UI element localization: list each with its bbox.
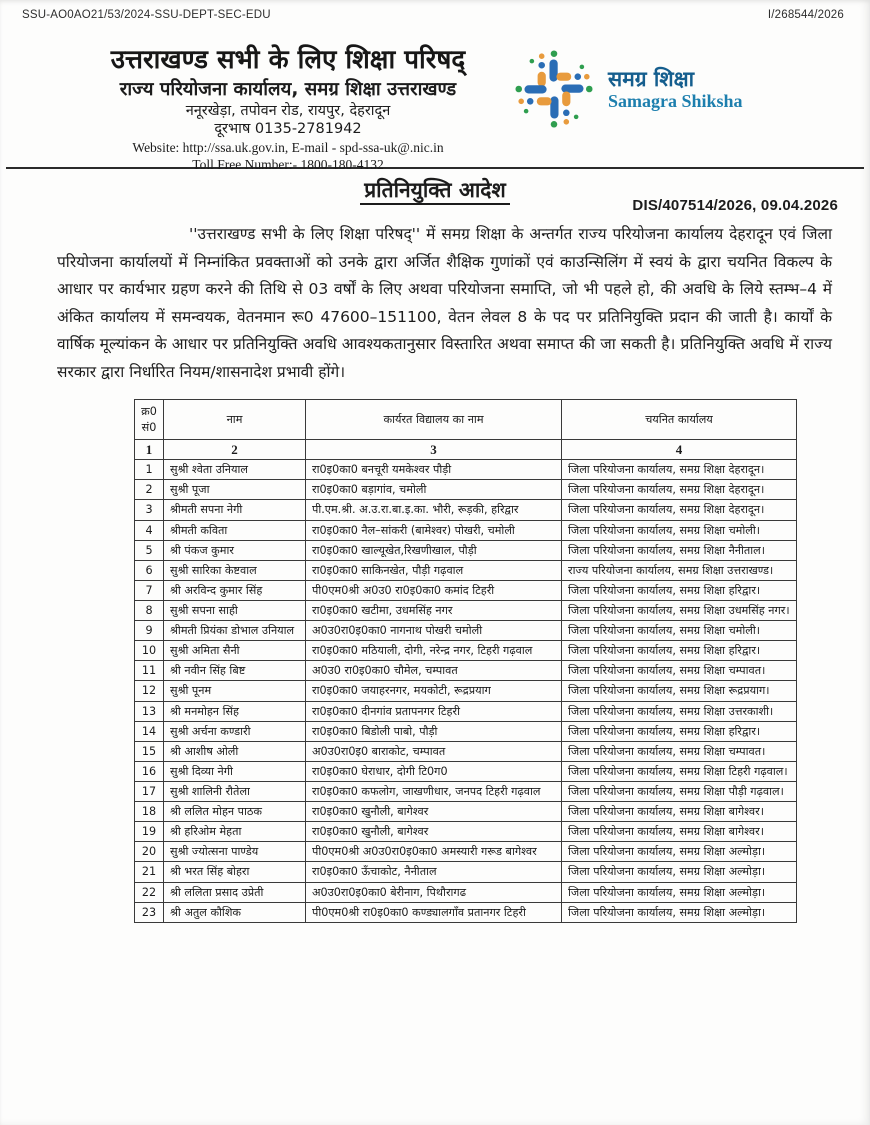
cell-name: श्री अरविन्द कुमार सिंह	[164, 580, 306, 600]
cell-office: जिला परियोजना कार्यालय, समग्र शिक्षा अल्मोड़ा।	[562, 882, 797, 902]
cell-serial: 21	[135, 862, 164, 882]
cell-school: रा0इ0का0 ऊँचाकोट, नैनीताल	[306, 862, 562, 882]
cell-serial: 22	[135, 882, 164, 902]
cell-serial: 11	[135, 661, 164, 681]
table-row	[135, 621, 797, 641]
table-row	[135, 741, 797, 761]
table-row	[135, 560, 797, 580]
cell-office: जिला परियोजना कार्यालय, समग्र शिक्षा अल्मोड़ा।	[562, 842, 797, 862]
cell-office: जिला परियोजना कार्यालय, समग्र शिक्षा अल्मोड़ा।	[562, 862, 797, 882]
cell-serial: 7	[135, 580, 164, 600]
cell-name: सुश्री ज्योत्सना पाण्डेय	[164, 842, 306, 862]
header-school: कार्यरत विद्यालय का नाम	[306, 400, 562, 439]
cell-office: जिला परियोजना कार्यालय, समग्र शिक्षा बागेश्वर।	[562, 822, 797, 842]
cell-name: श्री अतुल कौशिक	[164, 902, 306, 922]
cell-serial: 6	[135, 560, 164, 580]
cell-serial: 12	[135, 681, 164, 701]
cell-school: पी0एम0श्री रा0इ0का0 कण्ड्यालगाँव प्रतानगर टिहरी	[306, 902, 562, 922]
cell-serial: 10	[135, 641, 164, 661]
tollfree-line: Toll Free Number:- 1800-180-4132	[192, 157, 384, 173]
page-title: प्रतिनियुक्ति आदेश	[0, 176, 870, 204]
cell-serial: 18	[135, 802, 164, 822]
table-row	[135, 681, 797, 701]
website-email-line: Website: http://ssa.uk.gov.in, E-mail - spd-ssa-uk@.nic.in	[132, 139, 444, 155]
cell-office: जिला परियोजना कार्यालय, समग्र शिक्षा चमोली।	[562, 621, 797, 641]
cell-serial: 14	[135, 721, 164, 741]
cell-school: अ0उ0रा0इ0का0 नागनाथ पोखरी चमोली	[306, 621, 562, 641]
table-row	[135, 781, 797, 801]
table-row	[135, 701, 797, 721]
cell-office: जिला परियोजना कार्यालय, समग्र शिक्षा हरिद्वार।	[562, 580, 797, 600]
table-row	[135, 520, 797, 540]
cell-office: जिला परियोजना कार्यालय, समग्र शिक्षा देहरादून।	[562, 500, 797, 520]
cell-office: जिला परियोजना कार्यालय, समग्र शिक्षा चम्पावत।	[562, 661, 797, 681]
table-header-row	[135, 400, 797, 439]
deputation-table	[134, 399, 797, 922]
organization-name: उत्तराखण्ड सभी के लिए शिक्षा परिषद्	[110, 45, 466, 75]
samagra-shiksha-logo-icon	[513, 47, 595, 131]
table-row	[135, 460, 797, 480]
table-row	[135, 601, 797, 621]
cell-name: सुश्री पूनम	[164, 681, 306, 701]
header-serial: क्र0 सं0	[135, 400, 164, 439]
cell-school: पी0एम0श्री अ0उ0 रा0इ0का0 कमांद टिहरी	[306, 580, 562, 600]
phone-line: दूरभाष 0135-2781942	[214, 120, 362, 137]
column-number-3: 3	[306, 439, 562, 460]
cell-school: रा0इ0का0 मठियाली, दोगी, नरेन्द्र नगर, टिहरी गढ़वाल	[306, 641, 562, 661]
cell-serial: 9	[135, 621, 164, 641]
table-row	[135, 902, 797, 922]
cell-school: अ0उ0रा0इ0का0 बेरीनाग, पिथौरागढ	[306, 882, 562, 902]
cell-name: श्री नवीन सिंह बिष्ट	[164, 661, 306, 681]
cell-name: श्री मनमोहन सिंह	[164, 701, 306, 721]
cell-school: रा0इ0का0 कफलोग, जाखणीधार, जनपद टिहरी गढ़वाल	[306, 781, 562, 801]
cell-name: श्रीमती सपना नेगी	[164, 500, 306, 520]
cell-office: जिला परियोजना कार्यालय, समग्र शिक्षा नैनीताल।	[562, 540, 797, 560]
cell-school: रा0इ0का0 बिडोली पाबो, पौड़ी	[306, 721, 562, 741]
cell-school: रा0इ0का0 खुनौली, बागेश्वर	[306, 822, 562, 842]
order-body-paragraph: ''उत्तराखण्ड सभी के लिए शिक्षा परिषद्'' में समग्र शिक्षा के अन्तर्गत राज्य परियोजना कार्यालय देहरादून एवं जिला परियोजना कार्यालयों में निम्नांकित प्रवक्ताओं को उनके द्वारा अर्जित शैक्षिक गुणांकों एवं काउन्सिलिंग में स्वयं के द्वारा चयनित विकल्प के आधार पर कार्यभार ग्रहण करने की तिथि से 03 वर्षों के लिए अथवा परियोजना समाप्ति, जो भी पहले हो, की अवधि के लिये स्तम्भ–4 में अंकित कार्यालय में समन्वयक, वेतनमान रू0 47600–151100, वेतन लेवल 8 के पद पर प्रतिनियुक्ति प्रदान की जाती है। कार्यों के वार्षिक मूल्यांकन के आधार पर प्रतिनियुक्ति अवधि आवश्यकतानुसार विस्तारित अथवा समाप्त की जा सकती है। प्रतिनियुक्ति अवधि में राज्य सरकार द्वारा निर्धारित नियम/शासनादेश प्रभावी होंगे।	[57, 225, 832, 381]
column-number-1: 1	[135, 439, 164, 460]
cell-office: जिला परियोजना कार्यालय, समग्र शिक्षा उत्तरकाशी।	[562, 701, 797, 721]
letterhead-text	[28, 45, 548, 174]
office-name: राज्य परियोजना कार्यालय, समग्र शिक्षा उत्तराखण्ड	[119, 78, 457, 100]
cell-school: रा0इ0का0 खाल्यूखेत,रिखणीखाल, पौड़ी	[306, 540, 562, 560]
cell-serial: 13	[135, 701, 164, 721]
table-row	[135, 882, 797, 902]
column-number-row	[135, 439, 797, 460]
cell-name: सुश्री अर्चना कण्डारी	[164, 721, 306, 741]
cell-serial: 23	[135, 902, 164, 922]
cell-name: श्री ललित मोहन पाठक	[164, 802, 306, 822]
logo-wordmark	[608, 67, 743, 112]
file-number-left: SSU-AO0AO21/53/2024-SSU-DEPT-SEC-EDU	[22, 9, 271, 21]
table-row	[135, 802, 797, 822]
cell-serial: 20	[135, 842, 164, 862]
cell-office: जिला परियोजना कार्यालय, समग्र शिक्षा टिहरी गढ़वाल।	[562, 761, 797, 781]
cell-name: श्री पंकज कुमार	[164, 540, 306, 560]
table-row	[135, 761, 797, 781]
cell-office: जिला परियोजना कार्यालय, समग्र शिक्षा पौड़ी गढ़वाल।	[562, 781, 797, 801]
cell-name: श्री ललिता प्रसाद उप्रेती	[164, 882, 306, 902]
cell-school: रा0इ0का0 साकिनखेत, पौड़ी गढ़वाल	[306, 560, 562, 580]
table-row	[135, 862, 797, 882]
cell-school: रा0इ0का0 जयाहरनगर, मयकोटी, रूद्रप्रयाग	[306, 681, 562, 701]
cell-name: श्री भरत सिंह बोहरा	[164, 862, 306, 882]
samagra-shiksha-logo	[513, 47, 743, 131]
table-row	[135, 480, 797, 500]
column-number-4: 4	[562, 439, 797, 460]
cell-serial: 8	[135, 601, 164, 621]
file-reference-row	[0, 0, 870, 21]
cell-school: रा0इ0का0 बड़ागांव, चमोली	[306, 480, 562, 500]
cell-name: श्री हरिओम मेहता	[164, 822, 306, 842]
cell-serial: 4	[135, 520, 164, 540]
table-row	[135, 641, 797, 661]
cell-school: पी.एम.श्री. अ.उ.रा.बा.इ.का. भौरी, रूड़की, हरिद्वार	[306, 500, 562, 520]
header-name: नाम	[164, 400, 306, 439]
cell-office: जिला परियोजना कार्यालय, समग्र शिक्षा अल्मोड़ा।	[562, 902, 797, 922]
cell-serial: 16	[135, 761, 164, 781]
order-number-date: DIS/407514/2026, 09.04.2026	[632, 197, 838, 214]
table-row	[135, 540, 797, 560]
cell-serial: 15	[135, 741, 164, 761]
column-number-2: 2	[164, 439, 306, 460]
cell-serial: 1	[135, 460, 164, 480]
cell-office: जिला परियोजना कार्यालय, समग्र शिक्षा बागेश्वर।	[562, 802, 797, 822]
cell-serial: 17	[135, 781, 164, 801]
cell-school: रा0इ0का0 बनचूरी यमकेश्वर पौड़ी	[306, 460, 562, 480]
cell-serial: 2	[135, 480, 164, 500]
cell-office: जिला परियोजना कार्यालय, समग्र शिक्षा रूद्रप्रयाग।	[562, 681, 797, 701]
cell-name: सुश्री पूजा	[164, 480, 306, 500]
cell-name: सुश्री सपना साही	[164, 601, 306, 621]
cell-office: राज्य परियोजना कार्यालय, समग्र शिक्षा उत्तराखण्ड।	[562, 560, 797, 580]
cell-office: जिला परियोजना कार्यालय, समग्र शिक्षा चमोली।	[562, 520, 797, 540]
table-row	[135, 580, 797, 600]
title-row	[0, 173, 870, 219]
cell-office: जिला परियोजना कार्यालय, समग्र शिक्षा चम्पावत।	[562, 741, 797, 761]
cell-name: श्रीमती कविता	[164, 520, 306, 540]
table-row	[135, 842, 797, 862]
cell-name: श्री आशीष ओली	[164, 741, 306, 761]
cell-office: जिला परियोजना कार्यालय, समग्र शिक्षा उधमसिंह नगर।	[562, 601, 797, 621]
logo-text-english: Samagra Shiksha	[608, 90, 743, 111]
table-row	[135, 661, 797, 681]
cell-school: पी0एम0श्री अ0उ0रा0इ0का0 अमस्यारी गरूड बागेश्वर	[306, 842, 562, 862]
address-line: ननूरखेड़ा, तपोवन रोड, रायपुर, देहरादून	[185, 103, 391, 120]
cell-serial: 19	[135, 822, 164, 842]
table-row	[135, 822, 797, 842]
cell-name: सुश्री दिव्या नेगी	[164, 761, 306, 781]
cell-school: रा0इ0का0 खुनौली, बागेश्वर	[306, 802, 562, 822]
deputation-table-body	[135, 460, 797, 923]
cell-name: सुश्री श्वेता उनियाल	[164, 460, 306, 480]
cell-school: रा0इ0का0 नैल–सांकरी (बामेश्वर) पोखरी, चमोली	[306, 520, 562, 540]
cell-office: जिला परियोजना कार्यालय, समग्र शिक्षा देहरादून।	[562, 460, 797, 480]
cell-name: सुश्री अमिता सैनी	[164, 641, 306, 661]
cell-name: सुश्री शालिनी रौतेला	[164, 781, 306, 801]
table-row	[135, 500, 797, 520]
cell-office: जिला परियोजना कार्यालय, समग्र शिक्षा देहरादून।	[562, 480, 797, 500]
cell-name: सुश्री सारिका केष्टवाल	[164, 560, 306, 580]
cell-school: रा0इ0का0 खटीमा, उधमसिंह नगर	[306, 601, 562, 621]
cell-school: रा0इ0का0 घेराधार, दोगी टि0ग0	[306, 761, 562, 781]
cell-office: जिला परियोजना कार्यालय, समग्र शिक्षा हरिद्वार।	[562, 721, 797, 741]
letterhead	[0, 45, 870, 173]
cell-school: रा0इ0का0 दीनगांव प्रतापनगर टिहरी	[306, 701, 562, 721]
cell-office: जिला परियोजना कार्यालय, समग्र शिक्षा हरिद्वार।	[562, 641, 797, 661]
cell-name: श्रीमती प्रियंका डोभाल उनियाल	[164, 621, 306, 641]
table-row	[135, 721, 797, 741]
cell-school: अ0उ0 रा0इ0का0 चौमेल, चम्पावत	[306, 661, 562, 681]
cell-serial: 5	[135, 540, 164, 560]
logo-text-hindi: समग्र शिक्षा	[608, 66, 695, 91]
cell-serial: 3	[135, 500, 164, 520]
cell-school: अ0उ0रा0इ0 बाराकोट, चम्पावत	[306, 741, 562, 761]
file-number-right: I/268544/2026	[767, 9, 844, 21]
header-office: चयनित कार्यालय	[562, 400, 797, 439]
